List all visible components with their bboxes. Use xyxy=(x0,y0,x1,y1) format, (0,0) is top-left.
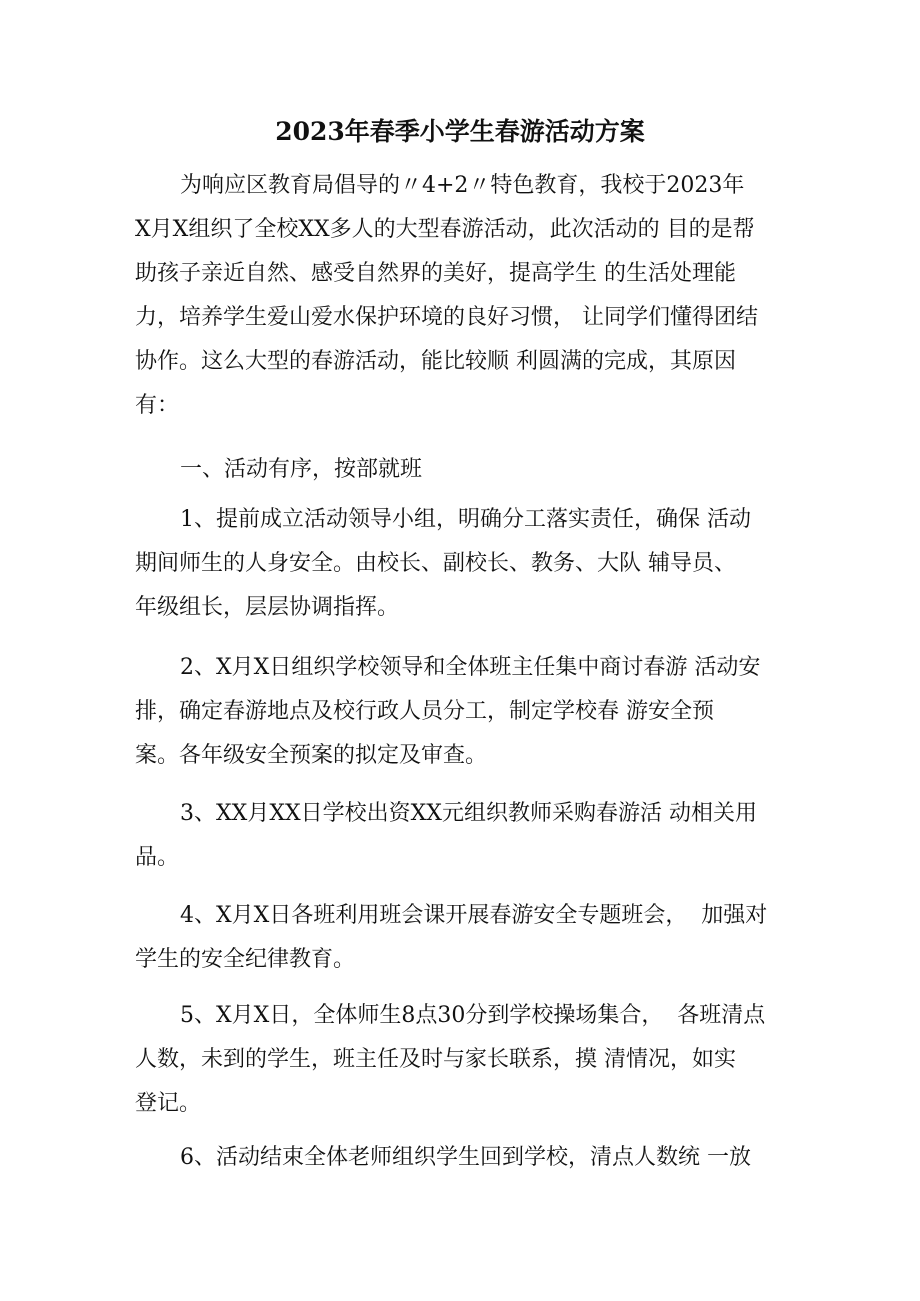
paragraph-line: 2、X月X日组织学校领导和全体班主任集中商讨春游 活动安 xyxy=(180,655,761,680)
paragraph-line: 6、活动结束全体老师组织学生回到学校，清点人数统 一放 xyxy=(180,1145,751,1170)
paragraph-line: 为响应区教育局倡导的〃4+2〃特色教育，我校于2023年 xyxy=(180,173,745,198)
paragraph-line: 品。 xyxy=(135,845,180,870)
paragraph-line: 协作。这么大型的春游活动，能比较顺 利圆满的完成，其原因 xyxy=(135,349,736,374)
paragraph-line: 力，培养学生爱山爱水保护环境的良好习惯， 让同学们懂得团结 xyxy=(135,305,758,330)
paragraph-line: 5、X月X日，全体师生8点30分到学校操场集合， 各班清点 xyxy=(180,1003,766,1028)
paragraph-line: 年级组长，层层协调指挥。 xyxy=(135,595,400,620)
paragraph-line: 期间师生的人身安全。由校长、副校长、教务、大队 辅导员、 xyxy=(135,551,736,576)
section-heading: 一、活动有序，按部就班 xyxy=(180,457,423,482)
paragraph-line: 案。各年级安全预案的拟定及审查。 xyxy=(135,743,488,768)
document-title: 2023年春季小学生春游活动方案 xyxy=(275,117,645,146)
paragraph-line: 助孩子亲近自然、感受自然界的美好，提高学生 的生活处理能 xyxy=(135,261,736,286)
paragraph-line: 登记。 xyxy=(135,1091,202,1116)
paragraph-line: 1、提前成立活动领导小组，明确分工落实责任，确保 活动 xyxy=(180,507,751,532)
paragraph-line: 学生的安全纪律教育。 xyxy=(135,947,356,972)
paragraph-line: 有： xyxy=(135,393,180,418)
paragraph-line: 3、XX月XX日学校出资XX元组织教师采购春游活 动相关用 xyxy=(180,801,757,826)
paragraph-line: 4、X月X日各班利用班会课开展春游安全专题班会， 加强对 xyxy=(180,903,768,928)
paragraph-line: 人数，未到的学生，班主任及时与家长联系，摸 清情况，如实 xyxy=(135,1047,736,1072)
paragraph-line: X月X组织了全校XX多人的大型春游活动，此次活动的 目的是帮 xyxy=(135,217,755,242)
paragraph-line: 排，确定春游地点及校行政人员分工，制定学校春 游安全预 xyxy=(135,699,714,724)
